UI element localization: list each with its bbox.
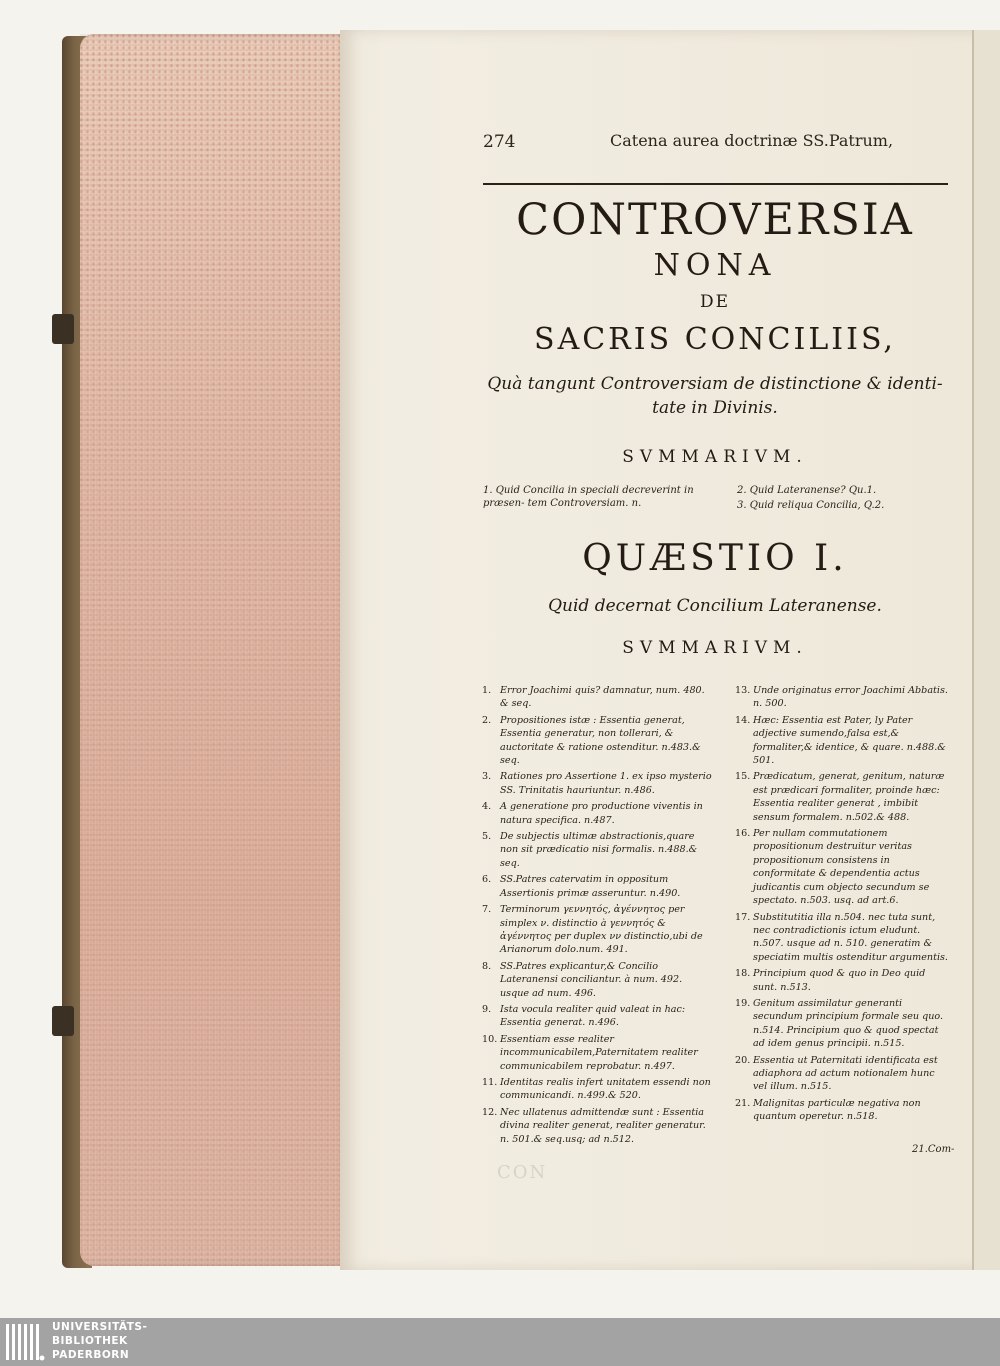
item-text: Principium quod & quo in Deo quid sunt. n.513. — [753, 968, 926, 993]
item-number: 5. — [482, 831, 492, 843]
quaestio-subtitle: Quid decernat Concilium Lateranense. — [548, 596, 882, 616]
item-text: Substitutitia illa n.504. nec tuta sunt, nec contradictionis ictum eludunt. n.507. usque ad n. 510. generatim & speciatim multis ostenditur argumentis. — [753, 911, 948, 963]
page-fore-edge — [80, 34, 348, 1266]
list-item — [735, 1054, 950, 1094]
item-text: Prædicatum, generat, genitum, naturæ est prædicari formaliter, proinde hæc: Essentia realiter generat , imbibit sensum formalem. n.502.& 488. — [753, 771, 945, 823]
footer-bar — [0, 1318, 1000, 1366]
page-number: 274 — [483, 132, 516, 152]
list-item — [482, 873, 714, 900]
item-number: 1. — [482, 685, 492, 696]
item-number: 18. — [735, 968, 751, 980]
running-title: Catena aurea doctrinæ SS.Patrum, — [610, 131, 894, 150]
list-item — [482, 903, 714, 957]
list-item — [735, 684, 950, 711]
item-number: 17. — [735, 911, 751, 923]
item-text: Quid reliqua Concilia, Q.2. — [749, 500, 885, 511]
title-subtitle — [480, 372, 950, 420]
list-item — [482, 1033, 714, 1073]
list-item — [482, 830, 714, 870]
summarium1-item-1 — [483, 484, 723, 510]
item-number: 2. — [482, 714, 492, 726]
item-text: SS.Patres catervatim in oppositum Assertionis primæ asseruntur. n.490. — [500, 874, 681, 899]
summary-list-left — [482, 684, 714, 1149]
list-item — [482, 800, 714, 827]
summarium-heading-2: SVMMARIVM. — [622, 638, 808, 658]
item-text: Rationes pro Assertione 1. ex ipso mysterio SS. Trinitatis hauriuntur. n.486. — [500, 771, 712, 796]
facing-page-edge — [972, 30, 1000, 1270]
item-text: Quid Lateranense? Qu.1. — [749, 485, 877, 496]
footer-line-2: BIBLIOTHEK — [52, 1335, 128, 1347]
item-number: 14. — [735, 714, 751, 726]
item-number: 8. — [482, 960, 492, 972]
item-number: 16. — [735, 828, 751, 840]
item-number: 2. — [737, 485, 747, 496]
item-number: 10. — [482, 1033, 498, 1045]
quaestio-heading: QUÆSTIO I. — [582, 538, 848, 579]
item-text: Quid Concilia in speciali decreverint in præsen- tem Controversiam. n. — [483, 485, 694, 509]
item-number: 4. — [482, 801, 492, 813]
header-rule — [483, 183, 948, 185]
list-item — [735, 967, 950, 994]
item-text: Unde originatus error Joachimi Abbatis. n. 500. — [753, 685, 948, 710]
item-text: Hæc: Essentia est Pater, ly Pater adjective sumendo,falsa est,& formaliter,& identice, & quare. n.488.& 501. — [753, 714, 946, 767]
item-number: 11. — [482, 1076, 498, 1088]
list-item — [735, 911, 950, 965]
summarium1-item-2 — [737, 484, 947, 497]
item-number: 15. — [735, 771, 751, 783]
item-text: Essentia ut Paternitati identificata est adiaphora ad actum notionalem hunc vel illum. n.515. — [753, 1054, 938, 1093]
item-text: Terminorum γεννητός, ἀγέννητος per simplex ν. distinctio à γεννητός & ἀγέννητος per duplex νν distinctio,ubi de Arianorum dolo.num. 491. — [500, 904, 703, 956]
item-text: Genitum assimilatur generanti secundum principium formale seu quo. n.514. Principium quo & quod spectat ad idem genus principii. n.515. — [753, 997, 944, 1050]
item-text: Nec ullatenus admittendæ sunt : Essentia divina realiter generat, realiter generatur. n. 501.& seq.usq; ad n.512. — [500, 1106, 706, 1145]
item-number: 13. — [735, 685, 751, 696]
clasp-top — [52, 314, 74, 344]
clasp-bottom — [52, 1006, 74, 1036]
item-number: 7. — [482, 904, 492, 916]
list-item — [735, 770, 950, 824]
list-item — [735, 997, 950, 1051]
item-number: 3. — [482, 771, 492, 783]
title-nona: NONA — [653, 248, 777, 283]
item-text: Identitas realis infert unitatem essendi non communicandi. n.499.& 520. — [500, 1076, 711, 1102]
list-item — [482, 1076, 714, 1103]
item-text: De subjectis ultimæ abstractionis,quare non sit prædicatio nisi formalis. n.488.& seq. — [500, 831, 698, 869]
list-item — [735, 827, 950, 907]
list-item — [482, 684, 714, 711]
item-number: 6. — [482, 874, 492, 886]
title-controversia: CONTROVERSIA — [516, 195, 914, 245]
summary-list-right — [735, 684, 950, 1127]
item-text: A generatione pro productione viventis in natura specifica. n.487. — [500, 801, 703, 826]
item-number: 21. — [735, 1097, 751, 1109]
item-text: Error Joachimi quis? damnatur, num. 480. & seq. — [500, 685, 705, 710]
item-number: 20. — [735, 1054, 751, 1066]
item-number: 12. — [482, 1106, 498, 1118]
item-number: 9. — [482, 1003, 492, 1015]
list-item — [735, 1097, 950, 1124]
item-number: 19. — [735, 997, 751, 1009]
library-logo-icon — [2, 1318, 46, 1366]
title-de: DE — [699, 292, 731, 312]
list-item — [482, 960, 714, 1000]
item-text: Per nullam commutationem propositionum destruitur veritas propositionum consistens in conformitate & dependentia actus judicantis cum objecto secundum se spectato. n.503. usq. ad art.6. — [753, 828, 930, 907]
item-text: Propositiones istæ : Essentia generat, Essentia generatur, non tollerari, & auctoritate & ratione ostenditur. n.483.& seq. — [500, 714, 701, 767]
library-stamp: CON — [497, 1162, 548, 1183]
subtitle-line-1: Quà tangunt Controversiam de distinctione & identi- — [487, 374, 943, 394]
summarium-heading-1: SVMMARIVM. — [622, 447, 808, 467]
title-sacris-conciliis: SACRIS CONCILIIS, — [534, 322, 896, 357]
item-text: SS.Patres explicantur,& Concilio Lateranensi conciliantur. à num. 492. usque ad num. 496. — [500, 960, 683, 999]
list-item — [482, 1003, 714, 1030]
list-item — [482, 714, 714, 768]
item-text: Ista vocula realiter quid valeat in hac: Essentia generat. n.496. — [500, 1003, 686, 1029]
list-item — [735, 714, 950, 768]
catchword: 21.Com- — [912, 1144, 955, 1155]
item-number: 3. — [737, 500, 747, 511]
item-number: 1. — [483, 485, 493, 496]
subtitle-line-2: tate in Divinis. — [652, 398, 778, 418]
footer-line-3: PADERBORN — [52, 1349, 130, 1361]
item-text: Essentiam esse realiter incommunicabilem,Paternitatem realiter communicabilem reprobatur. n.497. — [500, 1033, 698, 1072]
summarium1-item-3 — [737, 499, 947, 512]
footer-line-1: UNIVERSITÄTS- — [52, 1321, 148, 1333]
item-text: Malignitas particulæ negativa non quantum operetur. n.518. — [753, 1097, 921, 1123]
list-item — [482, 770, 714, 797]
list-item — [482, 1106, 714, 1146]
